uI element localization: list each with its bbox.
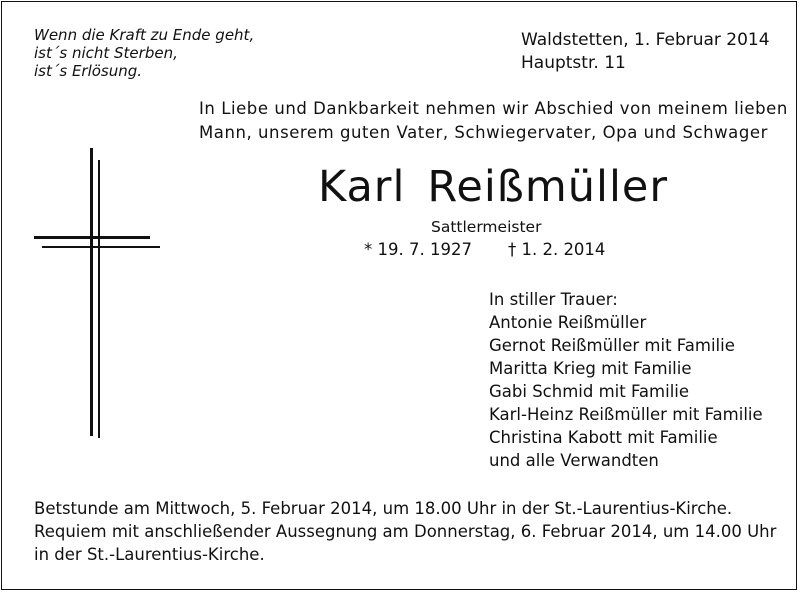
birth-date: * 19. 7. 1927 [364,240,472,259]
place-date-block [521,29,770,75]
deceased-name [318,162,668,212]
quote [34,26,254,80]
mourner: Christina Kabott mit Familie [489,428,718,447]
mourners-heading: In stiller Trauer: [489,290,618,309]
mourners-list [489,288,763,472]
service-info [34,497,776,566]
mourner: und alle Verwandten [489,451,659,470]
life-dates [364,240,605,260]
death-date: † 1. 2. 2014 [507,240,606,259]
mourner: Gernot Reißmüller mit Familie [489,336,735,355]
profession: Sattlermeister [431,218,542,236]
intro-line: In Liebe und Dankbarkeit nehmen wir Abschied von meinem lieben [199,99,788,118]
quote-line: Wenn die Kraft zu Ende geht, [34,26,255,44]
mourner: Antonie Reißmüller [489,313,647,332]
quote-line: ist´s Erlösung. [34,62,143,80]
mourner: Maritta Krieg mit Familie [489,359,692,378]
service-line: in der St.-Laurentius-Kirche. [34,545,265,564]
cross-icon [34,148,164,438]
mourner: Gabi Schmid mit Familie [489,382,690,401]
intro-line: Mann, unserem guten Vater, Schwiegervater, Opa und Schwager [199,123,768,142]
mourner: Karl-Heinz Reißmüller mit Familie [489,405,763,424]
address: Hauptstr. 11 [521,53,626,73]
service-line: Requiem mit anschließender Aussegnung am Donnerstag, 6. Februar 2014, um 14.00 Uhr [34,522,777,541]
last-name: Reißmüller [427,162,669,212]
first-name: Karl [318,162,406,212]
quote-line: ist´s nicht Sterben, [34,44,178,62]
intro-text [199,97,788,145]
service-line: Betstunde am Mittwoch, 5. Februar 2014, um 18.00 Uhr in der St.-Laurentius-Kirche. [34,499,733,518]
place-date: Waldstetten, 1. Februar 2014 [521,30,770,50]
